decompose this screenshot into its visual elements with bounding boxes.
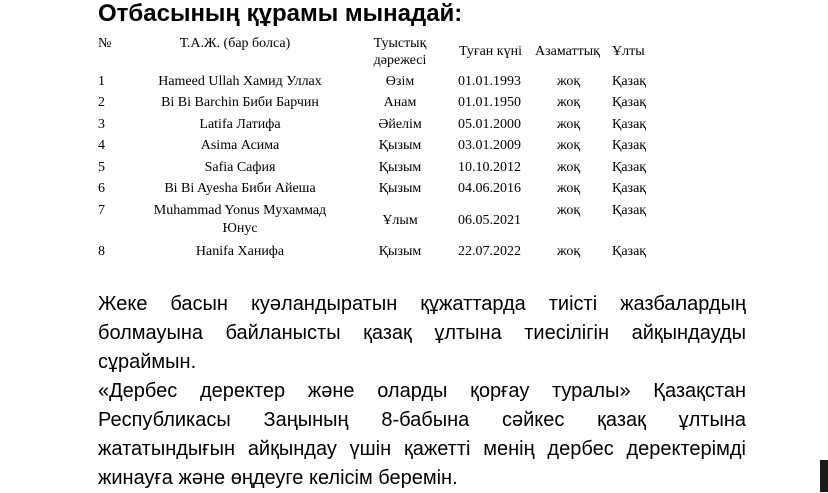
row-birth: 10.10.2012 (458, 160, 521, 175)
row-birth: 04.06.2016 (458, 181, 521, 196)
row-relation: Анам (383, 95, 417, 110)
row-birth: 03.01.2009 (458, 138, 521, 153)
row-relation: Қызым (378, 160, 422, 175)
row-relation: Қызым (378, 244, 422, 259)
row-name-line2: Юнус (222, 221, 258, 236)
row-birth: 05.01.2000 (458, 117, 521, 132)
row-citizenship: жоқ (557, 181, 581, 196)
row-name-line1: Muhammad Yonus Мухаммад (153, 203, 327, 218)
row-name: Hameed Ullah Хамид Уллах (158, 74, 322, 89)
row-nationality: Қазақ (612, 181, 647, 196)
row-nationality: Қазақ (612, 160, 647, 175)
row-nationality: Қазақ (612, 203, 647, 218)
header-citizenship: Азаматтық (535, 44, 600, 59)
row-num: 5 (98, 160, 105, 175)
header-birth: Туған күні (459, 44, 522, 59)
row-num: 2 (98, 95, 105, 110)
row-citizenship: жоқ (557, 74, 581, 89)
consent-paragraph: «Дербес деректер және оларды қорғау туралы» Қазақстан Республикасы Заңының 8-бабына сәйкес қазақ ұлтына жататындығын айқындау үшін қажетті менің дербес деректерімді жинауға және өңдеуге келісім беремін. (98, 380, 746, 489)
header-num: № (98, 36, 112, 51)
row-nationality: Қазақ (612, 244, 647, 259)
row-birth: 01.01.1950 (458, 95, 521, 110)
row-nationality: Қазақ (612, 138, 647, 153)
row-relation: Ұлым (382, 213, 418, 228)
row-citizenship: жоқ (557, 203, 581, 218)
request-paragraph: Жеке басын куәландыратын құжаттарда тиісті жазбалардың болмауына байланысты қазақ ұлтына тиесілігін айқындауды сұраймын. (98, 293, 746, 373)
row-name: Hanifa Ханифа (195, 244, 285, 259)
page-edge-shadow (820, 460, 828, 492)
row-name: Asima Асима (200, 138, 280, 153)
row-nationality: Қазақ (612, 74, 647, 89)
row-citizenship: жоқ (557, 138, 581, 153)
row-num: 6 (98, 181, 105, 196)
row-relation: Қызым (378, 181, 422, 196)
row-citizenship: жоқ (557, 244, 581, 259)
row-relation: Өзім (385, 74, 415, 89)
row-num: 3 (98, 117, 105, 132)
row-name: Bi Bi Ayesha Биби Айеша (164, 181, 316, 196)
row-relation: Қызым (378, 138, 422, 153)
header-name: Т.А.Ж. (бар болса) (179, 36, 291, 51)
row-citizenship: жоқ (557, 117, 581, 132)
row-num: 1 (98, 74, 105, 89)
row-nationality: Қазақ (612, 117, 647, 132)
header-nationality: Ұлты (612, 44, 645, 59)
row-name: Latifa Латифа (199, 117, 281, 132)
row-name: Safia Сафия (204, 160, 276, 175)
row-birth: 01.01.1993 (458, 74, 521, 89)
row-citizenship: жоқ (557, 95, 581, 110)
row-birth: 06.05.2021 (458, 213, 521, 228)
header-relation-line2: дәрежесі (373, 53, 427, 68)
row-name: Bi Bi Barchin Биби Барчин (161, 95, 319, 110)
family-heading: Отбасының құрамы мынадай: (98, 0, 463, 27)
row-num: 8 (98, 244, 105, 259)
header-relation (345, 35, 455, 69)
row-num: 7 (98, 203, 105, 218)
header-relation-line1: Туыстық (373, 36, 427, 51)
row-nationality: Қазақ (612, 95, 647, 110)
row-citizenship: жоқ (557, 160, 581, 175)
row-relation: Әйелім (378, 117, 422, 132)
row-num: 4 (98, 138, 105, 153)
row-birth: 22.07.2022 (458, 244, 521, 259)
